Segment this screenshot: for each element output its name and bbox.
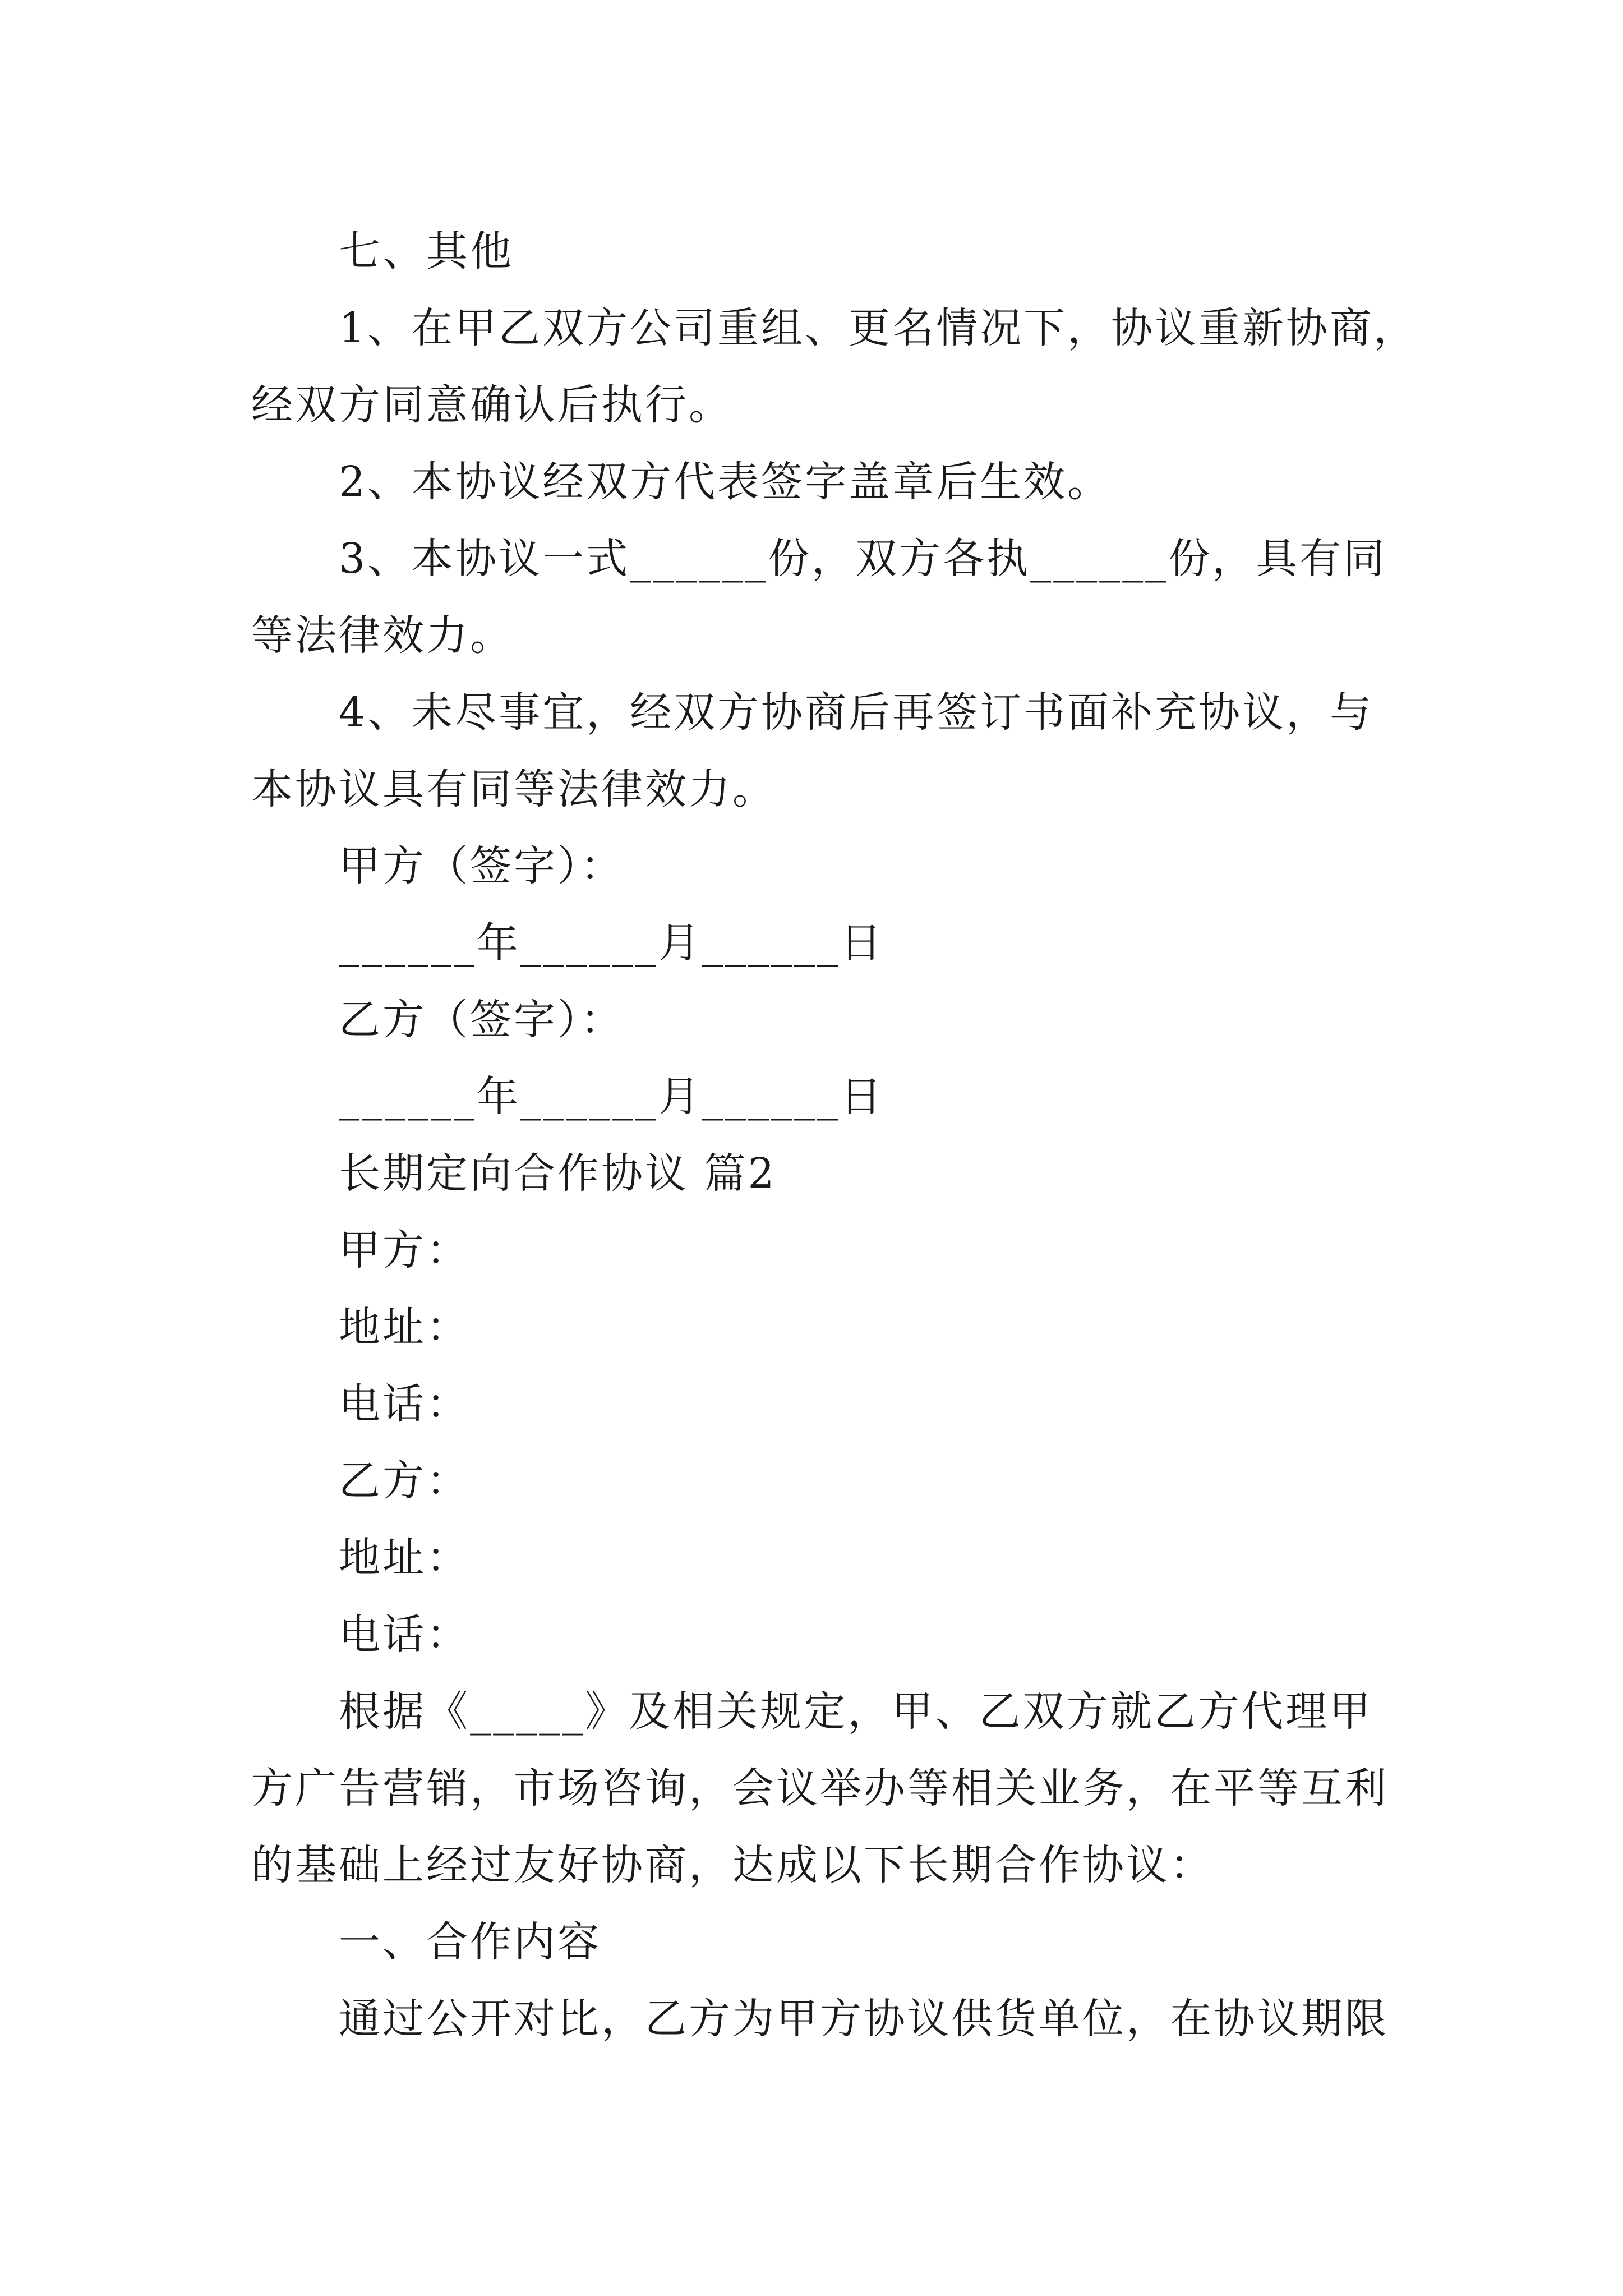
clause-4-line-2: 本协议具有同等法律效力。	[251, 765, 776, 813]
clause-1-line-1: 1、在甲乙双方公司重组、更名情况下，协议重新协商，	[339, 304, 1418, 352]
party-a-signature-label: 甲方（签字）：	[339, 842, 624, 890]
preamble-line-2: 方广告营销，市场咨询，会议举办等相关业务，在平等互利	[251, 1764, 1389, 1812]
section-heading-cooperation-content: 一、合作内容	[339, 1918, 601, 1966]
preamble-line-1: 根据《_____》及相关规定，甲、乙双方就乙方代理甲	[339, 1687, 1373, 1736]
party-b-date-line: ______年______月______日	[339, 1073, 884, 1121]
party-a-address-label: 地址：	[339, 1303, 470, 1351]
section-heading-other: 七、其他	[339, 227, 514, 275]
clause-3-line-2: 等法律效力。	[251, 611, 514, 660]
clause-3-line-1: 3、本协议一式______份，双方各执______份，具有同	[339, 535, 1387, 583]
cooperation-content-line-1: 通过公开对比，乙方为甲方协议供货单位，在协议期限	[339, 1995, 1389, 2043]
document-page	[251, 213, 1418, 2058]
party-b-address-label: 地址：	[339, 1534, 470, 1582]
clause-2: 2、本协议经双方代表签字盖章后生效。	[339, 458, 1112, 506]
agreement-title-part-2: 长期定向合作协议 篇2	[339, 1149, 777, 1198]
party-a-phone-label: 电话：	[339, 1380, 470, 1428]
party-b-phone-label: 电话：	[339, 1611, 470, 1659]
clause-4-line-1: 4、未尽事宜，经双方协商后再签订书面补充协议，与	[339, 688, 1374, 737]
party-a-date-line: ______年______月______日	[339, 919, 884, 967]
party-a-label: 甲方：	[339, 1226, 470, 1274]
party-b-label: 乙方：	[339, 1457, 470, 1505]
preamble-line-3: 的基础上经过友好协商，达成以下长期合作协议：	[251, 1841, 1214, 1889]
party-b-signature-label: 乙方（签字）：	[339, 996, 624, 1044]
clause-1-line-2: 经双方同意确认后执行。	[251, 381, 732, 429]
